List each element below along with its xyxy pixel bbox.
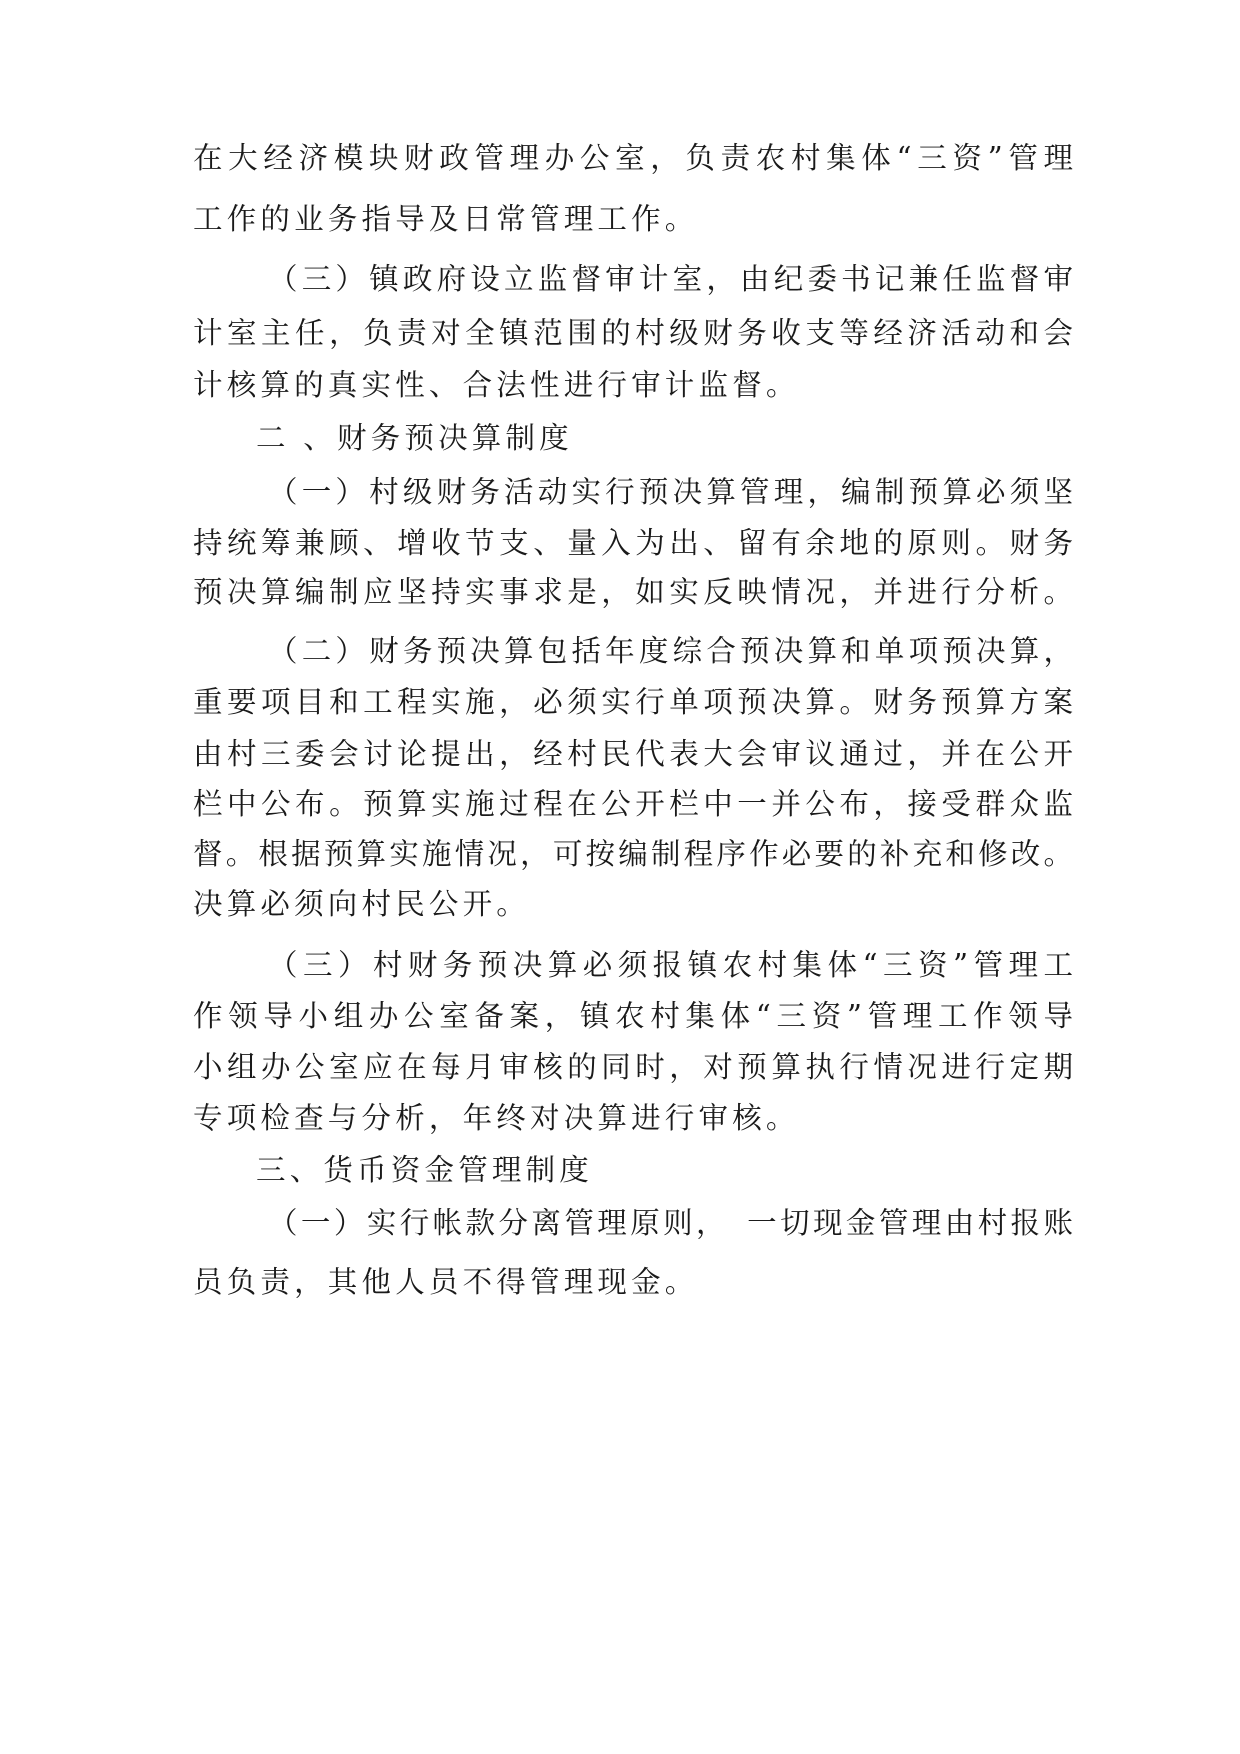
body-text-line: 督。根据预算实施情况，可按编制程序作必要的补充和修改。	[193, 837, 1073, 871]
body-text-line: 由村三委会讨论提出，经村民代表大会审议通过，并在公开	[193, 737, 1073, 771]
body-text-line: 决算必须向村民公开。	[193, 887, 531, 921]
body-text-line: 栏中公布。预算实施过程在公开栏中一并公布，接受群众监	[193, 787, 1073, 821]
body-text-line: 在大经济模块财政管理办公室，负责农村集体“三资”管理	[193, 141, 1073, 175]
body-text-line: （一）村级财务活动实行预决算管理，编制预算必须坚	[268, 475, 1073, 509]
body-text-line: （三）村财务预决算必须报镇农村集体“三资”管理工	[268, 948, 1073, 982]
body-text-line: 作领导小组办公室备案，镇农村集体“三资”管理工作领导	[193, 999, 1073, 1033]
body-text-line: 计核算的真实性、合法性进行审计监督。	[193, 368, 800, 402]
body-text-line: 工作的业务指导及日常管理工作。	[193, 202, 699, 236]
body-text-line: 计室主任，负责对全镇范围的村级财务收支等经济活动和会	[193, 316, 1073, 350]
body-text-line: 专项检查与分析，年终对决算进行审核。	[193, 1101, 800, 1135]
body-text-line: （三）镇政府设立监督审计室，由纪委书记兼任监督审	[268, 262, 1073, 296]
body-text-line: 持统筹兼顾、增收节支、量入为出、留有余地的原则。财务	[193, 526, 1073, 560]
body-text-line: 员负责，其他人员不得管理现金。	[193, 1265, 699, 1299]
body-text-line: （二）财务预决算包括年度综合预决算和单项预决算，	[268, 634, 1073, 668]
section-heading: 三、货币资金管理制度	[256, 1153, 594, 1187]
body-text-line: 小组办公室应在每月审核的同时，对预算执行情况进行定期	[193, 1050, 1073, 1084]
body-text-line: （一）实行帐款分离管理原则， 一切现金管理由村报账	[268, 1206, 1073, 1240]
section-heading: 二 、财务预决算制度	[256, 421, 573, 455]
body-text-line: 重要项目和工程实施，必须实行单项预决算。财务预算方案	[193, 685, 1073, 719]
body-text-line: 预决算编制应坚持实事求是，如实反映情况，并进行分析。	[193, 575, 1073, 609]
